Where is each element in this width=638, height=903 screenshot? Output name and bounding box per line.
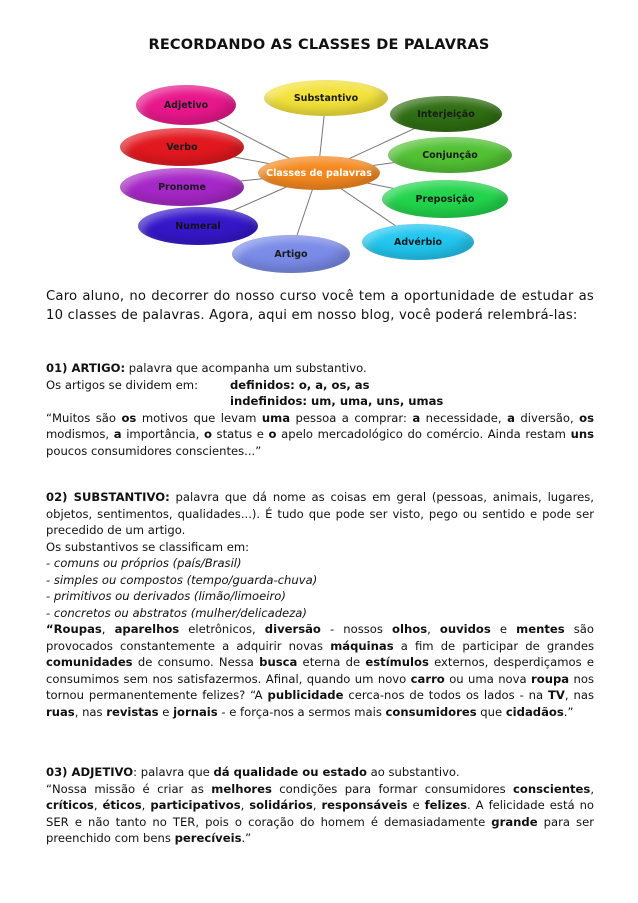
section-artigo — [46, 360, 594, 459]
quote-text: .” — [563, 704, 574, 719]
quote-text: de consumo. Nessa — [132, 655, 260, 669]
classify-label: Os artigos se dividem em: — [46, 377, 198, 392]
emphasis-word: conscientes — [513, 781, 591, 796]
emphasis-word: máquinas — [330, 638, 394, 653]
node-pronome: Pronome — [120, 168, 244, 206]
section-heading: SUBSTANTIVO: — [73, 490, 170, 504]
quote-text: e — [158, 704, 174, 719]
emphasis-word: consumidores — [385, 704, 477, 719]
node-substantivo: Substantivo — [264, 80, 388, 116]
quote-text: - nossos — [320, 622, 393, 636]
quote-text: , nas — [564, 688, 594, 702]
quote-text: são provocados constantemente a adquirir novas — [46, 622, 594, 653]
node-artigo: Artigo — [232, 235, 350, 273]
quote-text: , — [93, 798, 103, 812]
quote-text: cerca-nos de todos os lados - na — [343, 688, 549, 702]
emphasis-word: “Roupas — [46, 622, 102, 636]
section-definition: : palavra que — [133, 765, 214, 779]
emphasis-word: melhores — [211, 781, 272, 796]
emphasis-word: comunidades — [46, 655, 133, 669]
emphasis-word: estímulos — [365, 655, 429, 669]
indefinidos: indefinidos: um, uma, uns, umas — [230, 394, 444, 408]
emphasis-word: cidadãos — [505, 704, 564, 719]
emphasis-word: ruas — [46, 704, 75, 719]
quote-text: nos tornou permanentemente felizes? “A — [46, 671, 594, 702]
emphasis-word: olhos — [392, 622, 428, 636]
emphasis-word: solidários — [249, 798, 313, 812]
quote-text: ou uma nova — [444, 671, 532, 686]
type-item: - simples ou compostos (tempo/guarda-chuva) — [46, 572, 318, 587]
section-number: 03) — [46, 765, 72, 779]
quote-text: eletrônicos, — [179, 622, 265, 636]
emphasis-word: revistas — [106, 704, 159, 719]
quote-text: , — [427, 622, 440, 636]
emphasis-word: publicidade — [267, 688, 344, 702]
emphasis-word: participativos — [150, 798, 241, 812]
emphasis-word: críticos — [46, 798, 94, 812]
quote-text: que — [476, 704, 506, 719]
definition-emphasis: dá qualidade ou estado — [213, 765, 367, 779]
node-adjetivo: Adjetivo — [136, 85, 236, 125]
node-preposicao: Preposição — [382, 180, 508, 218]
classes-diagram — [100, 76, 540, 276]
emphasis-word: perecíveis — [174, 831, 242, 845]
quote-text: e — [407, 798, 425, 812]
section-definition: palavra que acompanha um substantivo. — [125, 361, 367, 375]
intro-paragraph: Caro aluno, no decorrer do nosso curso você tem a oportunidade de estudar as 10 classes de palavras. Agora, aqui em nosso blog, você poderá relembrá-las: — [46, 289, 594, 323]
quote-text: .” — [241, 831, 252, 845]
artigo-quote: “Muitos são os motivos que levam uma pessoa a comprar: a necessidade, a diversão, os modismos, a importância, o status e o apelo mercadológico do comércio. Ainda restam uns poucos consumidores conscientes...” — [46, 410, 595, 458]
quote-text: eterna de — [297, 655, 366, 669]
section-heading: ARTIGO: — [71, 361, 126, 375]
node-conjuncao: Conjunção — [388, 137, 512, 173]
quote-text: externos, desperdiçamos e consumimos sem nos satisfazermos. Afinal, quando um novo — [46, 655, 595, 686]
quote-text: . A felicidade está no SER e não tanto no TER, pois o coração do homem é demasiadamente — [46, 798, 595, 829]
emphasis-word: roupa — [531, 671, 570, 686]
quote-text: , — [141, 798, 151, 812]
emphasis-word: ouvidos — [439, 622, 491, 636]
quote-text: , — [312, 798, 322, 812]
classify-label: Os substantivos se classificam em: — [46, 539, 250, 554]
emphasis-word: carro — [410, 671, 445, 686]
emphasis-word: busca — [259, 655, 298, 669]
adjetivo-quote — [46, 781, 594, 847]
section-definition: palavra que dá nome as coisas em geral (pessoas, animais, lugares, objetos, sentimentos, qualidades...). É tudo que pode ser visto, pego ou sentido e pode ser precedido de um artigo. — [46, 490, 594, 537]
section-number: 02) — [46, 490, 74, 504]
page-title: RECORDANDO AS CLASSES DE PALAVRAS — [148, 37, 490, 53]
emphasis-word: responsáveis — [321, 798, 408, 812]
quote-text: , — [590, 781, 594, 796]
emphasis-word: mentes — [516, 622, 565, 636]
emphasis-word: diversão — [264, 622, 321, 636]
quote-text: e — [490, 622, 517, 636]
node-interjeicao: Interjeição — [390, 96, 502, 132]
section-substantivo — [46, 489, 594, 720]
quote-text: - e força-nos a sermos mais — [217, 704, 386, 719]
quote-text: condições para formar consumidores — [271, 781, 514, 796]
quote-text: , nas — [74, 704, 107, 719]
quote-text: “Nossa missão é criar as — [46, 781, 212, 796]
quote-text: para ser preenchido com bens — [46, 814, 594, 845]
section-adjetivo: 03) ADJETIVO: palavra que dá qualidade ou estado ao substantivo. “Nossa missão é criar as melhores condições para formar consumidores conscientes, críticos, éticos, participativos, solidários, responsáveis e felizes. A felicidade está no SER e não tanto no TER, pois o coração do homem é demasiadamente grande para ser preenchido com bens perecíveis.” — [46, 765, 595, 845]
emphasis-word: TV — [548, 688, 565, 702]
definidos: definidos: o, a, os, as — [230, 377, 370, 392]
section-number: 01) — [46, 361, 72, 375]
emphasis-word: aparelhos — [114, 622, 180, 636]
quote-text: , — [101, 622, 115, 636]
emphasis-word: éticos — [102, 798, 142, 812]
type-item: - primitivos ou derivados (limão/limoeiro) — [46, 589, 286, 603]
node-verbo: Verbo — [120, 128, 244, 166]
emphasis-word: jornais — [173, 704, 218, 719]
emphasis-word: felizes — [424, 798, 467, 812]
quote-text: , — [240, 798, 250, 812]
node-adverbio: Advérbio — [362, 224, 474, 260]
node-numeral: Numeral — [138, 207, 258, 245]
quote-text: a fim de participar de grandes — [393, 638, 594, 653]
section-heading: ADJETIVO — [71, 765, 134, 779]
type-item: - comuns ou próprios (país/Brasil) — [46, 556, 242, 570]
substantivo-quote — [46, 621, 594, 720]
node-center: Classes de palavras — [258, 156, 380, 190]
type-item: - concretos ou abstratos (mulher/delicadeza) — [46, 605, 307, 620]
emphasis-word: grande — [491, 814, 538, 829]
